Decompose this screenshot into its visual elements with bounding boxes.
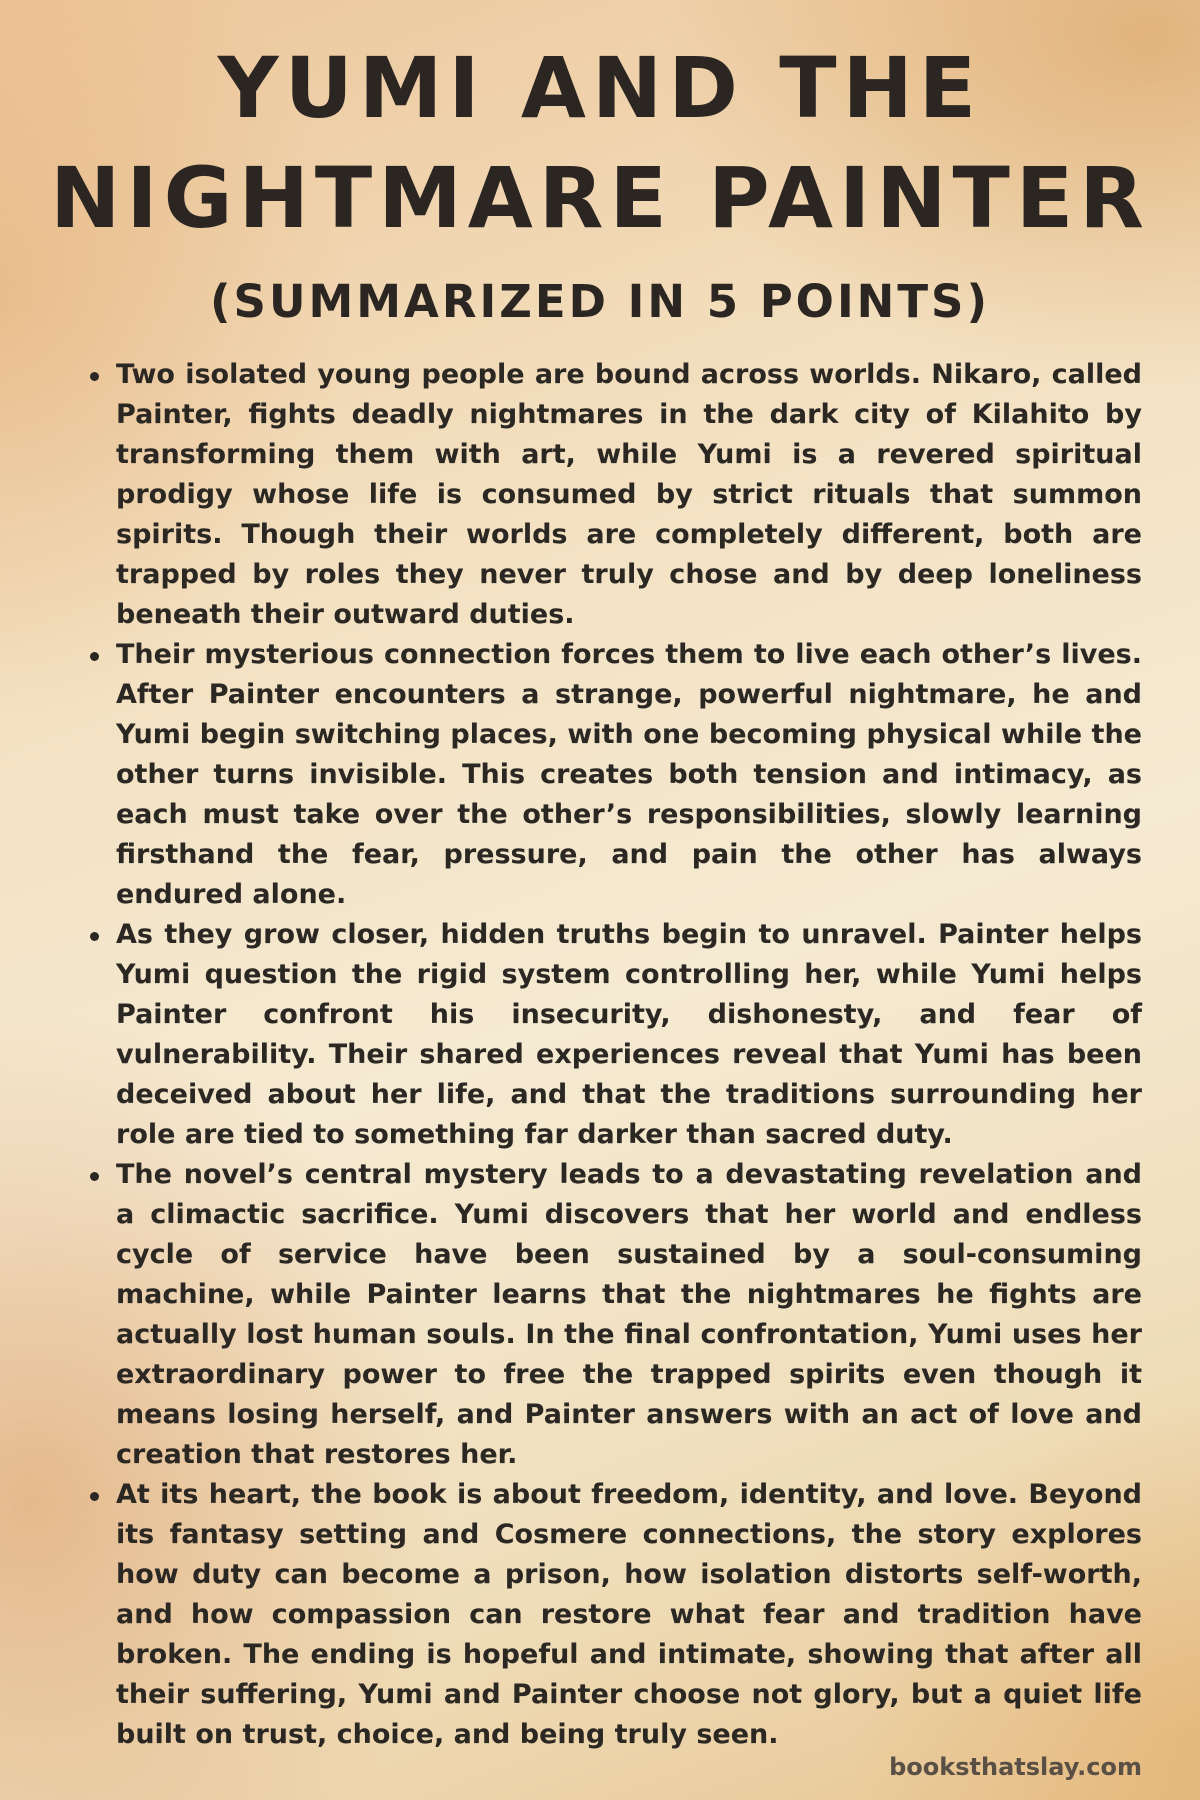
bullet-dot-icon bbox=[90, 1492, 99, 1501]
summary-point-2 bbox=[82, 635, 1142, 915]
bullet-dot-icon bbox=[90, 372, 99, 381]
summary-point-text: Their mysterious connection forces them to live each other’s lives. After Painter encounters a strange, powerful nightmare, he and Yumi begin switching places, with one becoming physical while the other turns invisible. This creates both tension and intimacy, as each must take over the other’s responsibilities, slowly learning firsthand the fear, pressure, and pain the other has always endured alone. bbox=[116, 639, 1142, 910]
page-subtitle: (SUMMARIZED IN 5 POINTS) bbox=[209, 275, 991, 328]
summary-point-1 bbox=[82, 355, 1142, 635]
summary-point-text: The novel’s central mystery leads to a devastating revelation and a climactic sacrifice. Yumi discovers that her world and endless cycle of service have been sustained by a soul-consuming machine, while Painter learns that the nightmares he fights are actually lost human souls. In the final confrontation, Yumi uses her extraordinary power to free the trapped spirits even though it means losing herself, and Painter answers with an act of love and creation that restores her. bbox=[116, 1159, 1142, 1470]
summary-point-3 bbox=[82, 915, 1142, 1155]
summary-point-4 bbox=[82, 1155, 1142, 1475]
summary-point-text: At its heart, the book is about freedom, identity, and love. Beyond its fantasy setting and Cosmere connections, the story explores how duty can become a prison, how isolation distorts self-worth, and how compassion can restore what fear and tradition have broken. The ending is hopeful and intimate, showing that after all their suffering, Yumi and Painter choose not glory, but a quiet life built on trust, choice, and being truly seen. bbox=[116, 1479, 1142, 1750]
bullet-dot-icon bbox=[90, 932, 99, 941]
summary-point-text: Two isolated young people are bound across worlds. Nikaro, called Painter, fights deadly nightmares in the dark city of Kilahito by transforming them with art, while Yumi is a revered spiritual prodigy whose life is consumed by strict rituals that summon spirits. Though their worlds are completely different, both are trapped by roles they never truly chose and by deep loneliness beneath their outward duties. bbox=[116, 359, 1142, 630]
site-watermark: booksthatslay.com bbox=[889, 1753, 1142, 1781]
page-title-line-2: NIGHTMARE PAINTER bbox=[50, 149, 1150, 247]
summary-point-5 bbox=[82, 1475, 1142, 1755]
page-title-line-1: YUMI AND THE bbox=[217, 39, 983, 137]
summary-point-text: As they grow closer, hidden truths begin to unravel. Painter helps Yumi question the rigid system controlling her, while Yumi helps Painter confront his insecurity, dishonesty, and fear of vulnerability. Their shared experiences reveal that Yumi has been deceived about her life, and that the traditions surrounding her role are tied to something far darker than sacred duty. bbox=[116, 919, 1142, 1150]
summary-points-list bbox=[82, 355, 1142, 1755]
bullet-dot-icon bbox=[90, 652, 99, 661]
bullet-dot-icon bbox=[90, 1172, 99, 1181]
